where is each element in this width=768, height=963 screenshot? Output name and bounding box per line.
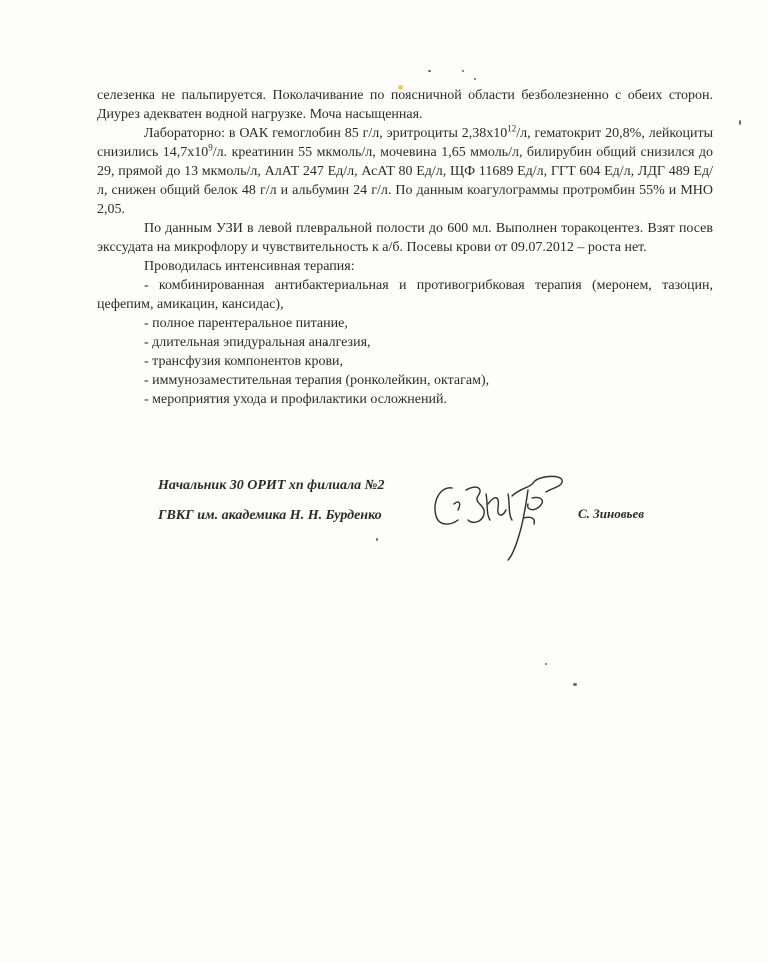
lab-exponent-leukocytes: 9 [208, 142, 213, 153]
paragraph-lab-results [97, 124, 713, 219]
signatory-position: Начальник 30 ОРИТ хп филиала №2 [158, 478, 385, 493]
scan-speck [739, 120, 741, 125]
therapy-item: - длительная эпидуральная аналгезия, [144, 335, 371, 350]
therapy-item: - трансфузия компонентов крови, [144, 354, 344, 369]
therapy-item: - иммунозаместительная терапия (ронколейкин, октагам), [144, 373, 490, 388]
signatory-institution: ГВКГ им. академика Н. Н. Бурденко [158, 508, 382, 523]
paragraph-exam: селезенка не пальпируется. Поколачивание по поясничной области безболезненно с обеих сторон. Диурез адекватен водной нагрузке. Моча насыщенная. [97, 88, 713, 122]
signatory-name: С. Зиновьев [578, 506, 645, 521]
scan-speck [545, 663, 547, 665]
scan-speck [376, 538, 378, 541]
therapy-heading: Проводилась интенсивная терапия: [144, 259, 355, 274]
therapy-item: - полное парентеральное питание, [144, 316, 348, 331]
lab-text-rest: /л. креатинин 55 мкмоль/л, мочевина 1,65 ммоль/л, билирубин общий снизился до 29, прямой до 13 мкмоль/л, АлАТ 247 Ед/л, АсАТ 80 Ед/л, ЩФ 11689 Ед/л, ГГТ 604 Ед/л, ЛДГ 489 Ед/л, снижен общий белок 48 г/л и альбумин 24 г/л. По данным коагулограммы протромбин 55% и МНО 2,05. [97, 145, 713, 217]
document-body [97, 86, 713, 409]
therapy-item: - комбинированная антибактериальная и противогрибковая терапия (меронем, тазоцин, цефепим, амикацин, кансидас), [97, 278, 713, 312]
handwritten-signature [428, 474, 568, 564]
lab-text-lead: Лабораторно: в ОАК гемоглобин 85 г/л, эритроциты 2,38х10 [144, 126, 508, 141]
scan-speck [428, 70, 431, 72]
scan-speck [462, 70, 464, 72]
lab-exponent-erythrocytes: 12 [507, 123, 517, 134]
lab-text-mid: /л, гематокрит 20,8%, лейкоциты снизились 14,7х10 [97, 126, 713, 160]
scan-speck [474, 78, 476, 80]
scan-speck [573, 683, 577, 686]
paragraph-ultrasound: По данным УЗИ в левой плевральной полости до 600 мл. Выполнен торакоцентез. Взят посев экссудата на микрофлору и чувствительность к а/б. Посевы крови от 09.07.2012 – роста нет. [97, 221, 713, 255]
therapy-item: - мероприятия ухода и профилактики осложнений. [144, 392, 447, 407]
